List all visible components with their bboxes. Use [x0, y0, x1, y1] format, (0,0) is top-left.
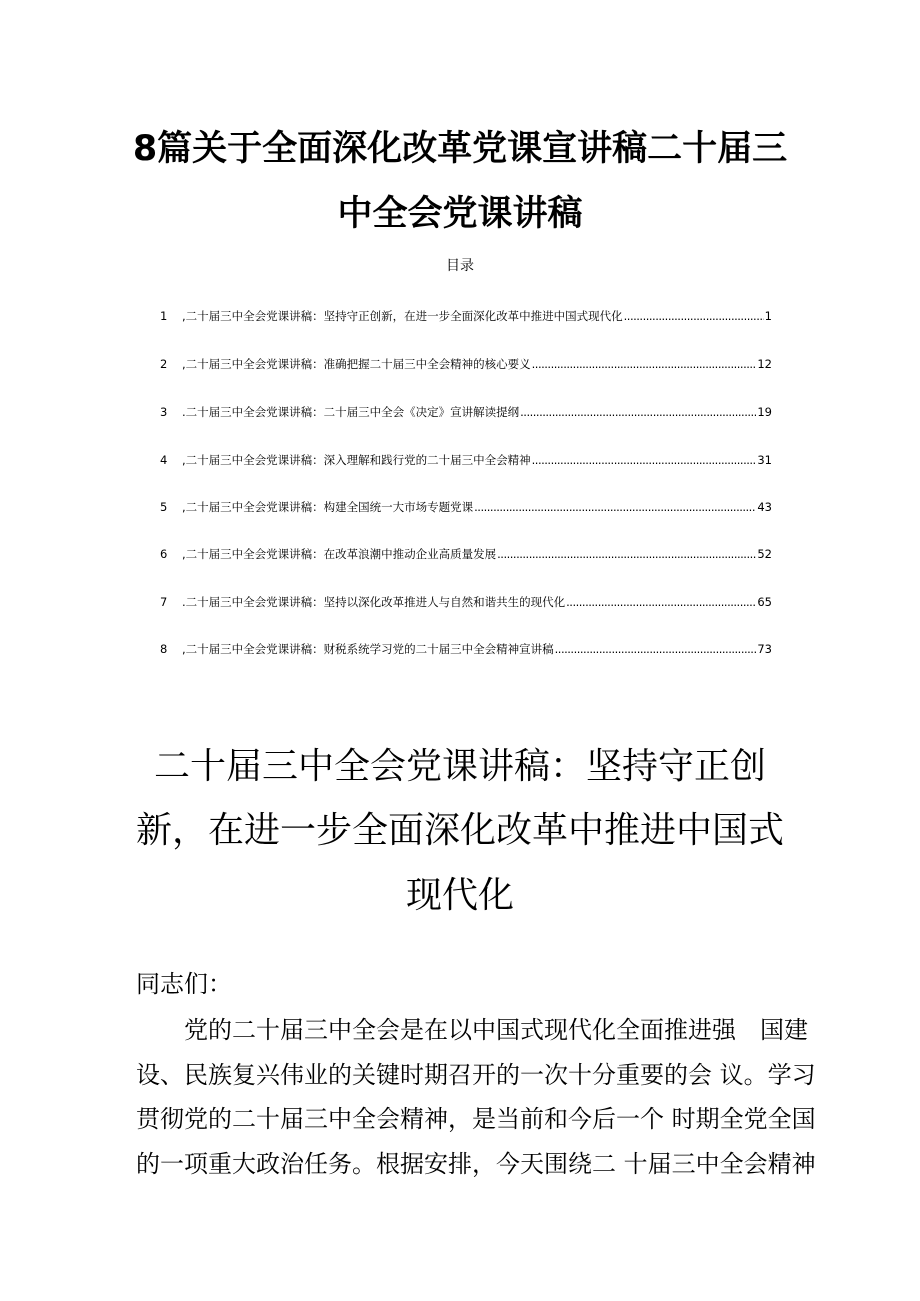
- section-title-line-2: 新，在进一步全面深化改革中推进中国式: [135, 810, 784, 851]
- toc-entry-5[interactable]: [160, 497, 772, 517]
- body-text-line-1: 党的二十届三中全会是在以中国式现代化全面推进强 国建: [184, 1016, 808, 1044]
- toc-entry-page: 12: [757, 357, 772, 371]
- toc-entry-page: 65: [757, 595, 772, 609]
- toc-entry-7[interactable]: [160, 592, 772, 612]
- toc-entry-title: ,二十届三中全会党课讲稿：准确把握二十届三中全会精神的核心要义: [182, 357, 531, 371]
- toc-entry-page: 1: [764, 309, 772, 323]
- toc-entry-8[interactable]: [160, 639, 772, 659]
- toc-entry-6[interactable]: [160, 544, 772, 564]
- toc-leader-dots: [520, 402, 756, 422]
- toc-entry-number: 3: [160, 405, 168, 419]
- toc-entry-number: 7: [160, 595, 168, 609]
- body-text-line-3: 贯彻党的二十届三中全会精神，是当前和今后一个 时期全党全国: [136, 1105, 816, 1133]
- toc-leader-dots: [497, 544, 756, 564]
- toc-leader-dots: [624, 306, 764, 326]
- toc-leader-dots: [566, 592, 756, 612]
- toc-entry-number: 2: [160, 357, 168, 371]
- toc-leader-dots: [532, 354, 757, 374]
- toc-entry-4[interactable]: [160, 450, 772, 470]
- toc-entry-number: 6: [160, 547, 168, 561]
- toc-entry-number: 5: [160, 500, 168, 514]
- section-title-line-3: 现代化: [405, 875, 514, 916]
- toc-entry-number: 1: [160, 309, 168, 323]
- toc-entry-2[interactable]: [160, 354, 772, 374]
- section-title-line-1: 二十届三中全会党课讲稿：坚持守正创: [153, 746, 766, 787]
- toc-entry-number: 4: [160, 453, 168, 467]
- toc-leader-dots: [555, 639, 757, 659]
- toc-entry-title: .二十届三中全会党课讲稿：二十届三中全会《决定》宣讲解读提纲: [182, 405, 520, 419]
- toc-leader-dots: [474, 497, 756, 517]
- toc-entry-title: ,二十届三中全会党课讲稿：深入理解和践行党的二十届三中全会精神: [182, 453, 531, 467]
- document-title-line-2: 中全会党课讲稿: [337, 194, 583, 234]
- toc-entry-3[interactable]: [160, 402, 772, 422]
- toc-entry-page: 19: [757, 405, 772, 419]
- body-text-line-2: 设、民族复兴伟业的关键时期召开的一次十分重要的会 议。学习: [136, 1061, 816, 1089]
- toc-entry-title: .二十届三中全会党课讲稿：坚持以深化改革推进人与自然和谐共生的现代化: [182, 595, 566, 609]
- toc-entry-title: ,二十届三中全会党课讲稿：财税系统学习党的二十届三中全会精神宣讲稿: [182, 642, 554, 656]
- salutation: 同志们：: [136, 970, 232, 998]
- body-text-line-4: 的一项重大政治任务。根据安排，今天围绕二 十届三中全会精神: [136, 1150, 816, 1178]
- toc-leader-dots: [532, 450, 757, 470]
- toc-entry-number: 8: [160, 642, 168, 656]
- toc-entry-title: ,二十届三中全会党课讲稿：在改革浪潮中推动企业高质量发展: [182, 547, 497, 561]
- toc-entry-page: 43: [757, 500, 772, 514]
- toc-heading: 目录: [446, 258, 474, 274]
- document-title-line-1: 8篇关于全面深化改革党课宣讲稿二十届三: [132, 129, 788, 169]
- toc-entry-title: ,二十届三中全会党课讲稿：坚持守正创新，在进一步全面深化改革中推进中国式现代化: [182, 309, 623, 323]
- toc-entry-page: 31: [757, 453, 772, 467]
- toc-entry-page: 52: [757, 547, 772, 561]
- toc-entry-1[interactable]: [160, 306, 772, 326]
- toc-entry-page: 73: [757, 642, 772, 656]
- toc-entry-title: ,二十届三中全会党课讲稿：构建全国统一大市场专题党课: [182, 500, 474, 514]
